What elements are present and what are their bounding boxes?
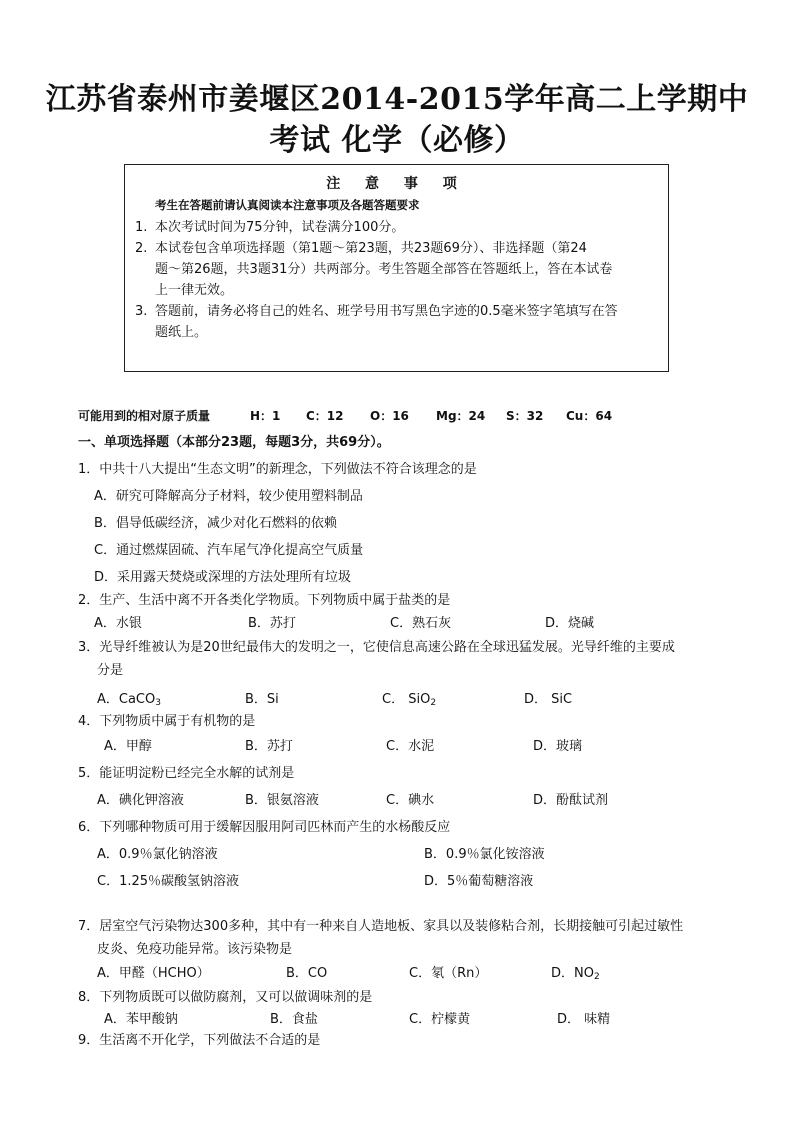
option-text: C． SiO [382,692,431,707]
notice-item-1 [135,217,404,238]
notice-item-text: 本试卷包含单项选择题（第1题～第23题，共23题69分）、非选择题（第24 [155,241,587,256]
notice-item-text: 答题前，请务必将自己的姓名、班学号用书写黑色字迹的0.5毫米签字笔填写在答 [155,304,618,319]
question-3-option-b: B．Si [245,692,279,707]
question-1-option-c: C．通过燃煤固硫、汽车尾气净化提高空气质量 [94,543,364,558]
question-2-option-d: D．烧碱 [545,616,595,631]
question-2-option-c: C．熟石灰 [390,616,452,631]
notice-item-number: 3. [135,304,148,319]
question-9-stem: 9．生活离不开化学，下列做法不合适的是 [78,1033,321,1048]
question-6-option-a: A．0.9％氯化钠溶液 [97,847,218,862]
question-2-option-b: B．苏打 [248,616,296,631]
question-4-option-d: D．玻璃 [533,739,583,754]
question-5-option-a: A．碘化钾溶液 [97,793,184,808]
notice-item-number: 2. [135,241,148,256]
question-4-option-a: A．甲醇 [104,739,152,754]
question-4-option-c: C．水泥 [386,739,435,754]
question-7-stem-line2: 皮炎、免疫功能异常。该污染物是 [97,942,293,957]
notice-item-2 [135,238,587,259]
notice-item-number: 1. [135,220,148,235]
question-3-stem-line1: 3．光导纤维被认为是20世纪最伟大的发明之一，它使信息高速公路在全球迅猛发展。光导纤维的主要成 [78,640,675,655]
atomic-mass-mg: Mg：24 [436,409,486,423]
question-6-option-b: B．0.9％氯化铵溶液 [424,847,545,862]
option-subscript: 2 [430,698,437,708]
question-7-stem-line1: 7．居室空气污染物达300多种，其中有一种来自人造地板、家具以及装修粘合剂，长期接触可引起过敏性 [78,919,684,934]
atomic-mass-cu: Cu：64 [566,409,613,423]
atomic-mass-h: H：1 [250,409,281,423]
question-1-stem: 1．中共十八大提出“生态文明”的新理念，下列做法不符合该理念的是 [78,462,477,477]
notice-box [124,164,669,372]
page-title-line1: 江苏省泰州市姜堰区2014-2015学年高二上学期中 [45,82,749,117]
option-text: A．CaCO [97,692,156,707]
question-6-option-d: D．5％葡萄糖溶液 [424,874,534,889]
section-heading: 一、单项选择题（本部分23题，每题3分，共69分）。 [78,435,390,450]
question-1-option-a: A．研究可降解高分子材料，较少使用塑料制品 [94,489,363,504]
notice-item-text: 本次考试时间为75分钟，试卷满分100分。 [155,220,405,235]
atomic-mass-c: C：12 [306,409,344,423]
question-6-stem: 6．下列哪种物质可用于缓解因服用阿司匹林而产生的水杨酸反应 [78,820,451,835]
question-7-option-b: B．CO [286,966,328,981]
question-8-option-c: C．柠檬黄 [409,1012,471,1027]
question-5-option-c: C．碘水 [386,793,435,808]
question-3-option-d: D． SiC [524,692,573,707]
question-3-option-c [382,691,436,709]
notice-item-3 [135,301,618,322]
question-2-stem: 2．生产、生活中离不开各类化学物质。下列物质中属于盐类的是 [78,593,451,608]
atomic-mass-o: O：16 [370,409,409,423]
atomic-mass-s: S：32 [506,409,544,423]
question-7-option-a: A．甲醛（HCHO） [97,966,210,981]
question-8-option-a: A．苯甲酸钠 [104,1012,178,1027]
option-subscript: 3 [155,698,161,708]
option-subscript: 2 [593,972,600,982]
question-4-stem: 4．下列物质中属于有机物的是 [78,714,256,729]
notice-heading: 注 意 事 项 [326,176,467,192]
question-7-option-c: C．氡（Rn） [409,966,488,981]
question-8-option-b: B．食盐 [270,1012,318,1027]
question-2-option-a: A．水银 [94,616,142,631]
notice-subheading: 考生在答题前请认真阅读本注意事项及各题答题要求 [155,198,420,212]
page-title-line2: 考试 化学（必修） [269,123,525,158]
question-1-option-b: B．倡导低碳经济，减少对化石燃料的依赖 [94,516,337,531]
question-5-option-b: B．银氨溶液 [245,793,319,808]
atomic-mass-label: 可能用到的相对原子质量 [78,409,211,423]
question-3-option-a [97,691,161,709]
notice-item-2-cont2: 上一律无效。 [155,283,234,298]
option-text: D．NO [551,966,594,981]
question-1-option-d: D．采用露天焚烧或深埋的方法处理所有垃圾 [94,570,352,585]
question-6-option-c: C．1.25％碳酸氢钠溶液 [97,874,240,889]
question-8-stem: 8．下列物质既可以做防腐剂，又可以做调味剂的是 [78,990,373,1005]
atomic-mass-row [78,407,613,425]
notice-item-3-cont1: 题纸上。 [155,325,208,340]
question-5-stem: 5．能证明淀粉已经完全水解的试剂是 [78,766,295,781]
question-4-option-b: B．苏打 [245,739,293,754]
question-3-stem-line2: 分是 [97,663,124,678]
question-5-option-d: D．酚酞试剂 [533,793,609,808]
question-7-option-d [551,965,600,983]
notice-item-2-cont1: 题～第26题，共3题31分）共两部分。考生答题全部答在答题纸上，答在本试卷 [155,262,613,277]
question-8-option-d: D． 味精 [557,1012,611,1027]
